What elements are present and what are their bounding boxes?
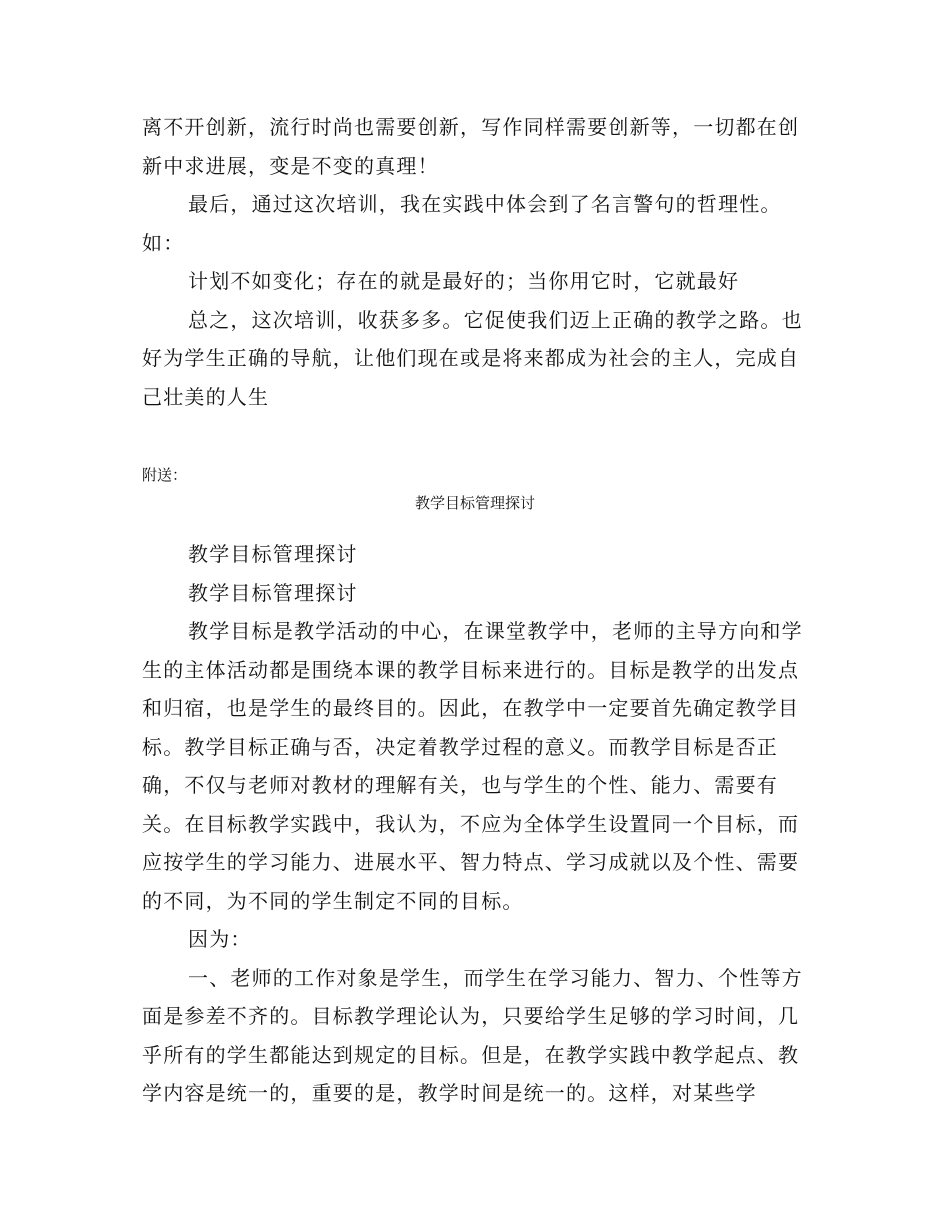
paragraph-quotes-intro: 最后，通过这次培训，我在实践中体会到了名言警句的哲理性。如： [142, 192, 782, 255]
article-section [142, 535, 810, 1113]
paragraph-innovation: 离不开创新，流行时尚也需要创新，写作同样需要创新等，一切都在创新中求进展，变是不变的真理！ [142, 115, 800, 178]
article-heading: 教学目标管理探讨 [188, 542, 358, 566]
closing-section [142, 108, 810, 416]
paragraph-point-one: 一、老师的工作对象是学生，而学生在学习能力、智力、个性等方面是参差不齐的。目标教学理论认为，只要给学生足够的学习时间，几乎所有的学生都能达到规定的目标。但是，在教学实践中教学起点、教学内容是统一的，重要的是，教学时间是统一的。这样，对某些学 [142, 965, 803, 1105]
article-subheading: 教学目标管理探讨 [188, 580, 358, 605]
paragraph-teaching-goals: 教学目标是教学活动的中心，在课堂教学中，老师的主导方向和学生的主体活动都是围绕本课的教学目标来进行的。目标是教学的出发点和归宿，也是学生的最终目的。因此，在教学中一定要首先确定教学目标。教学目标正确与否，决定着教学过程的意义。而教学目标是否正确，不仅与老师对教材的理解有关，也与学生的个性、能力、需要有关。在目标教学实践中，我认为，不应为全体学生设置同一个目标，而应按学生的学习能力、进展水平、智力特点、学习成就以及个性、需要的不同，为不同的学生制定不同的目标。 [142, 619, 803, 913]
paragraph-quotes: 计划不如变化；存在的就是最好的；当你用它时，它就最好 [188, 269, 740, 293]
appendix-label: 附送： [142, 466, 188, 484]
paragraph-conclusion: 总之，这次培训，收获多多。它促使我们迈上正确的教学之路。也好为学生正确的导航，让他们现在或是将来都成为社会的主人，完成自己壮美的人生 [142, 307, 803, 409]
appendix-title: 教学目标管理探讨 [414, 494, 535, 512]
paragraph-because: 因为： [188, 927, 252, 951]
